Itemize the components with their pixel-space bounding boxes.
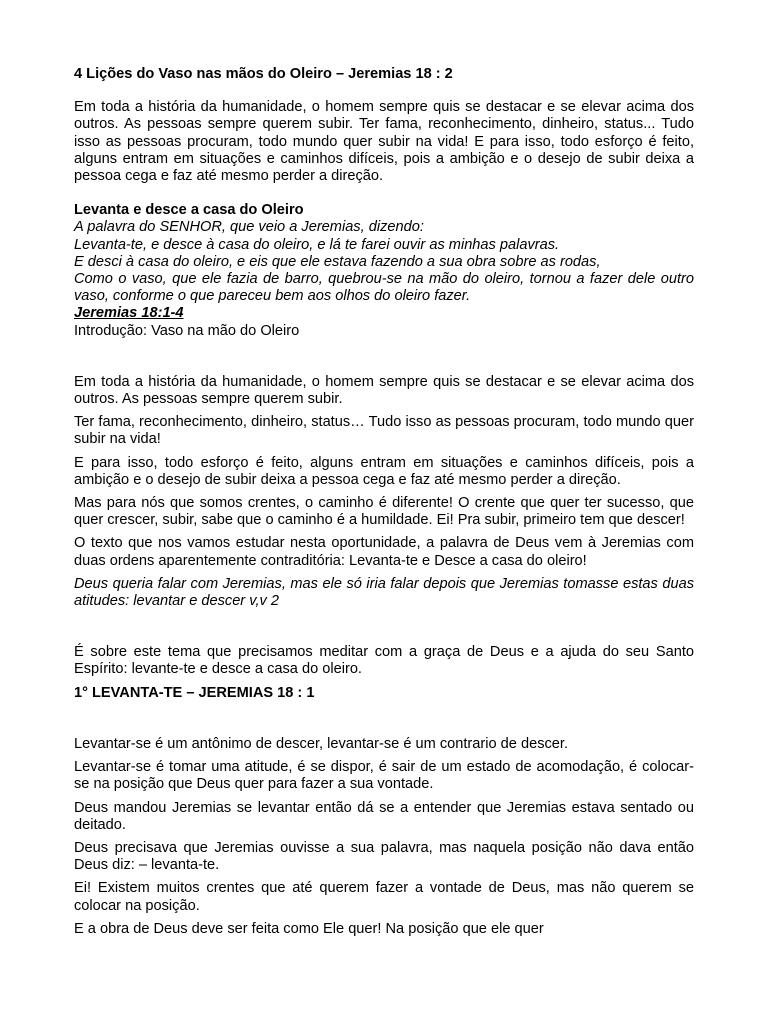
body-paragraph: Ei! Existem muitos crentes que até querem fazer a vontade de Deus, mas não querem se colocar na posição.: [74, 880, 694, 914]
body-paragraph: Levantar-se é um antônimo de descer, levantar-se é um contrario de descer.: [74, 735, 569, 752]
body-paragraph: Em toda a história da humanidade, o homem sempre quis se destacar e se elevar acima dos outros. As pessoas sempre querem subir.: [74, 373, 694, 408]
document-title: 4 Lições do Vaso nas mãos do Oleiro – Jeremias 18 : 2: [74, 66, 453, 82]
intro-paragraph: Em toda a história da humanidade, o homem sempre quis se destacar e se elevar acima dos outros. As pessoas sempre querem subir. Ter fama, reconhecimento, dinheiro, status... Tudo isso as pessoas procuram, todo mundo quer subir na vida! E para isso, todo esforço é feito, alguns entram em situações e caminhos difíceis, pois a ambição e o desejo de subir deixa a pessoa cega e faz até mesmo perder a direção.: [74, 99, 694, 185]
document-page: [74, 66, 694, 938]
introduction-line: Introdução: Vaso na mão do Oleiro: [74, 322, 300, 339]
body-paragraph: E a obra de Deus deve ser feita como Ele quer! Na posição que ele quer: [74, 920, 544, 937]
theme-paragraph: É sobre este tema que precisamos meditar com a graça de Deus e a ajuda do seu Santo Espírito: levante-te e desce a casa do oleiro.: [74, 644, 694, 678]
body-paragraph: Mas para nós que somos crentes, o caminho é diferente! O crente que quer ter sucesso, que quer crescer, subir, sabe que o caminho é a humildade. Ei! Pra subir, primeiro tem que descer!: [74, 495, 694, 529]
body-paragraph: E para isso, todo esforço é feito, alguns entram em situações e caminhos difíceis, pois a ambição e o desejo de subir deixa a pessoa cega e faz até mesmo perder a direção.: [74, 454, 694, 488]
section-heading-levanta-desce: Levanta e desce a casa do Oleiro: [74, 202, 304, 219]
verse-line: Levanta-te, e desce à casa do oleiro, e lá te farei ouvir as minhas palavras.: [74, 236, 560, 253]
body-paragraph: O texto que nos vamos estudar nesta oportunidade, a palavra de Deus vem à Jeremias com duas ordens aparentemente contraditória: Levanta-te e Desce a casa do oleiro!: [74, 535, 694, 569]
section-heading-levanta-te: 1° LEVANTA-TE – JEREMIAS 18 : 1: [74, 684, 315, 701]
body-paragraph: Ter fama, reconhecimento, dinheiro, status… Tudo isso as pessoas procuram, todo mundo quer subir na vida!: [74, 414, 694, 448]
italic-note: Deus queria falar com Jeremias, mas ele só iria falar depois que Jeremias tomasse estas duas atitudes: levantar e descer v,v 2: [74, 575, 694, 610]
scripture-reference: Jeremias 18:1-4: [74, 305, 184, 322]
verse-line: E desci à casa do oleiro, e eis que ele estava fazendo a sua obra sobre as rodas,: [74, 253, 601, 270]
body-paragraph: Deus mandou Jeremias se levantar então dá se a entender que Jeremias estava sentado ou deitado.: [74, 799, 694, 833]
body-paragraph: Deus precisava que Jeremias ouvisse a sua palavra, mas naquela posição não dava então Deus diz: – levanta-te.: [74, 839, 694, 874]
verse-line: Como o vaso, que ele fazia de barro, quebrou-se na mão do oleiro, tornou a fazer dele outro vaso, conforme o que pareceu bem aos olhos do oleiro fazer.: [74, 271, 694, 305]
body-paragraph: Levantar-se é tomar uma atitude, é se dispor, é sair de um estado de acomodação, é colocar-se na posição que Deus quer para fazer a sua vontade.: [74, 759, 694, 793]
verse-line: A palavra do SENHOR, que veio a Jeremias, dizendo:: [74, 219, 424, 236]
